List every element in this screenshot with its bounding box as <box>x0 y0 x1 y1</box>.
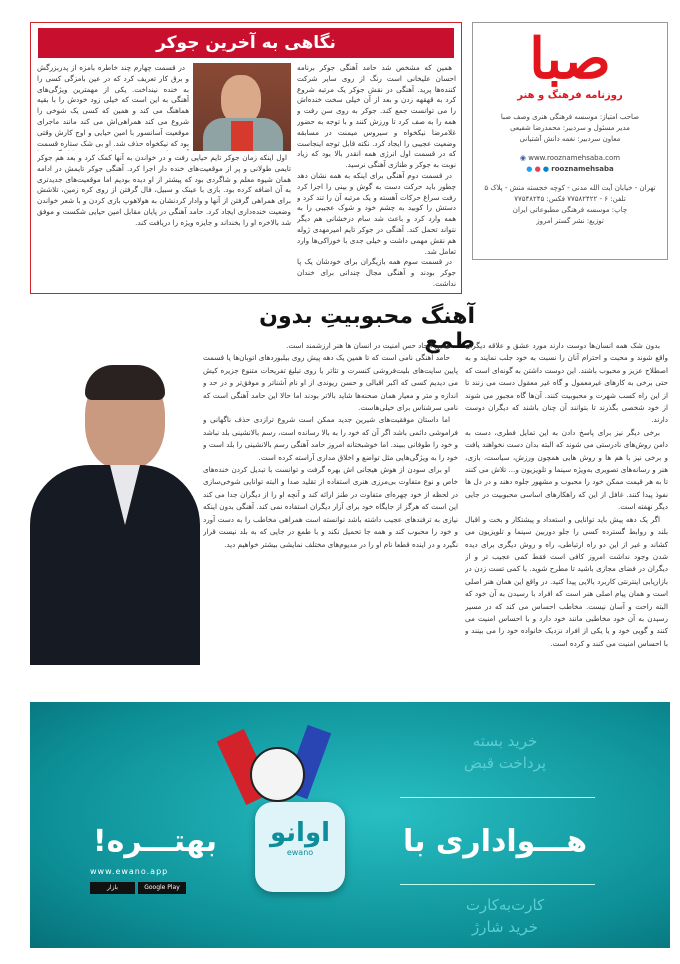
feature-bundle: خرید بسته <box>472 732 538 750</box>
globe-icon: ◉ <box>519 154 526 162</box>
article-column-left-top: در قسمت چهارم چند خاطره بامزه از پدربزرگش و برق کار تعریف کرد که در عین بامزگی کسی را به خنده نینداخت. یکی از مهمترین ویژگی‌های آهنگی به این است که خیلی زود خودش را با بقیه هماهنگ می کند و همین که کسی یک شوخی را شروع می کند همراهی‌اش می کند مانند ماجرای موقعیت آسانسور با امین حیایی و اوج کارش وقتی بود که نیکخواه حذف شد. او بی شک ستاره قسمت <box>37 63 189 148</box>
ad-slogan-left: بهتـــره! <box>92 824 218 859</box>
article-column-right: همین که مشخص شد حامد آهنگی جوکر برنامه احسان علیخانی است رنگ از روی سایر شرکت کننده‌ها پرید. آهنگی در نقش جوکر یک مرتبه شروع کرد به قهقهه زدن و بعد از آن خیلی سخت خنده‌اش را می توانست جمع کند. جوکر به روی سن رفت و همه را به صف کرد تا ورزش کنند و با توجه به حضور غلامرضا نیکخواه و سیروس میمنت در مسابقه وضعیت عجیبی را ایجاد کرد. نکته قابل توجه اینجاست که در قسمت اول انرژی همه انقدر بالا بود که زیاد نوبت به جوکر و طنازی آهنگی نرسید. در قسمت دوم آهنگی برای اینکه به همه نشان دهد چطور باید حرکت دست به گوش و بینی را اجرا کرد رفت سراغ حرکات آهسته و یک مرتبه آن را تند کرد و دستش را کوبید به چشم خود و شوک عجیبی را به همه وارد کرد و باعث شد سام درخشانی هم دیگر نتواند تحمل کند. آهنگی در جوکر تایم امیرمهدی ژوله هم نقش مهمی داشت و خیلی جدی با خوراکی‌ها وارد تعامل شد. در قسمت سوم همه بازیگران برای خودشان یک پا جوکر بودند و آهنگی مجال چندانی برای خندان نداشت. <box>297 63 456 288</box>
ad-slogan-right: هـــواداری با <box>402 824 588 859</box>
article-column-left-bottom: اول اینکه زمان جوکر تایم حیایی رفت و در خواندن به آنها کمک کرد و بعد هم جوکر تایمی طولانی و پر از موقعیت‌های خنده دار اجرا کرد. آهنگی جوکر تایمش در ادامه همان شیوه معلم و شاگردی بود که پیشتر از او دیده بودیم اما موقعیت‌های جدیدتری به آن اضافه کرده بود. بازی با عینک و سبیل، فال گرفتن از روی کره زمین، تلاشش برای همراهی گرفتن از آنها و وادار کردنشان به هولاهوپ بازی کردن و با شعر خواندن وضعیت خنده‌داری ایجاد کرد. حامد آهنگی در پایان مقابل امین حیایی شکست و موفق شد بالاخره او را بخنداند و جایزه ویژه را دریافت کند. <box>37 153 291 227</box>
article-joker <box>30 22 462 294</box>
feature-bill: پرداخت قبض <box>463 754 547 772</box>
credit-owner: صاحب امتیاز: موسسه فرهنگی هنری وصف صبا <box>500 113 640 121</box>
article-title: آهنگ محبوبیتِ بدون طمع <box>259 304 475 354</box>
printer: چاپ: موسسه فرهنگی مطبوعاتی ایران <box>512 206 628 214</box>
masthead <box>472 22 668 260</box>
credit-deputy: معاون سردبیر: نغمه دانش آشتیانی <box>519 135 621 143</box>
website-link[interactable]: ◉ www.rooznamehsaba.com <box>519 154 621 162</box>
article-column-left: همین ایجاد حس امنیت در انسان ها هنر ارزشمند است. حامد آهنگی نامی است که تا همین یک دهه پیش روی بیلبوردهای اتوبان‌ها یا قسمت پایین سایت‌های بلیت‌فروشی کنسرت و تئاتر یا روی تبلیغ تفریحات متنوع جزیره کیش می دیدیم کسی که اکبر اقبالی و حسن ریوندی از او نام آشناتر و موفق‌تر و در حد و اندازه و متر و معیار همان صحنه‌ها شاید بالاتر بودند اما حالا این حامد آهنگی است که نامی سرشناس برای خیلی‌هاست. اما داستان موفقیت‌های شیرین جدید ممکن است شروع ترازدی حذف ناگهانی و فراموشی دائمی باشد اگر آن که خود را به بالا رسانده است، رسم بالانشینی بلد نباشد و خود را طوفانی ببیند. اما خوشبختانه امروز حامد آهنگی رسم بالانشینی را بلد است و خود را به ویژگی‌هایی مثل تواضع و اخلاق مداری آراسته کرده است. او برای سودن از هوش هیجانی اش بهره گرفت و توانست با تبدیل کردن خنده‌های خاص و نوع متفاوت بی‌مرزی هنری استفاده از تقلید صدا و البته توانایی شوخی‌سازی در لحظه از خود چهره‌ای متفاوت در طنز ارائه کند و آنچه او را از دیگران جدا می کند این است که هرگز از جایگاه خود برای آزار دیگران استفاده نمی کند. آهنگی بدون اینکه نیازی به ترفندهای عجیب داشته باشد توانسته است همراهی مخاطب را به دست آورد و خود را محبوب کند و همه جا تحمیل نکند و با طمع در جایی که به بلد نیست قرار نگیرد و در اینده قطعا نام او را در مدیوم‌های مختلف نمایشی بیشتر خواهیم دید. <box>203 341 458 549</box>
feature-card: کارت‌به‌کارت <box>465 896 545 914</box>
hamed-ahangi-photo <box>30 360 200 665</box>
social-icons: ● ● ● <box>526 165 550 173</box>
google-play-badge[interactable]: Google Play <box>138 882 186 894</box>
ball-flags-icon <box>220 722 330 802</box>
distributor: توزیع: نشر گستر امروز <box>536 217 604 225</box>
ewano-logo: اوانو ewano <box>255 802 345 892</box>
phone: تلفن: ۶ - ۷۷۵۸۲۴۲۲ فکس: ۷۷۵۴۸۲۴۵ <box>514 195 626 203</box>
article-title: نگاهی به آخرین جوکر <box>38 28 454 58</box>
credit-editor: مدیر مسئول و سردبیر: محمدرضا شفیعی <box>510 124 630 132</box>
ewano-advertisement[interactable] <box>30 702 670 948</box>
address: تهران - خیابان آیت الله مدنی - کوچه خجسته منش - پلاک ۵ <box>484 184 656 192</box>
social-handle[interactable]: ● ● ● rooznamehsaba <box>526 165 614 173</box>
bazaar-badge[interactable]: بازار <box>90 882 135 894</box>
ad-url[interactable]: www.ewano.app <box>90 867 169 876</box>
feature-charge: خرید شارژ <box>472 918 538 936</box>
logo: صبا روزنامه فرهنگ و هنر <box>517 26 623 101</box>
article-column-right: بدون شک همه انسان‌ها دوست دارند مورد عشق و علاقه دیگران واقع شوند و محبت و احترام آنان را نسبت به خود جلب نمایند و به اصطلاح عزیز و محبوب باشند. این دوست داشتن به گونه‌ای است که حتی برخی به کارهای غیرمعمول و گاه غیر معقول دست می زنند تا از این راه کسب شهرت و محبوبیت کنند. آن‌ها گاه مجبور می شوند از خود شخصی بگذرند تا بتوانند آن چنان باشند که دیگران دوست دارند. برخی دیگر نیز برای پاسخ دادن به این تمایل فطری، دست به دامن روش‌های نادرستی می شوند که البته بدان دست نخواهند یافت و برخی نیز با هم ها و روش هایی همچون ورزش، سیاست، بازی، هنر و رسانه‌های تصویری به‌ویژه سینما و تلویزیون و... تلاش می کنند تا به هر قیمت ممکن خود را محبوب و مشهور جلوه دهند و در دل ها نفوذ پیدا کنند. غافل از این که راهکارهای اساسی محبوبیت در جایی دیگر نهفته است. اگر یک دهه پیش باید توانایی و استعداد و پیشتکار و بخت و اقبال بلند و روابط گسترده کسی را جلو دوربین سینما و تلویزیون می کشاند و غیر از این دو راه ارتباطی، راه و روش دیگری برای دیده شدن وجود نداشت امروز کافی است فقط کمی عجیب تر و از دیگران در فضای مجازی باشید تا مطرح شوید. با کمی تست زدن در بازاریابی اینترنتی کاربرد بالایی پیدا کنید. در واقع این همان هنر اصلی است و همان پیام اصلی هنر است که افراد با رسیدن به آن خود که البته راحت و آسان نیست. مخاطب احساس می کند که در مسیر رسیدن به آن خود مخاطبی مانند خود دارد و با احساس امنیت می کنند و گویی خود و یا یکی از افراد نزدیک خانواده خود را می بینند و با احساس امنیت می کنند و کرده است. <box>465 341 668 648</box>
joker-photo <box>193 63 291 151</box>
